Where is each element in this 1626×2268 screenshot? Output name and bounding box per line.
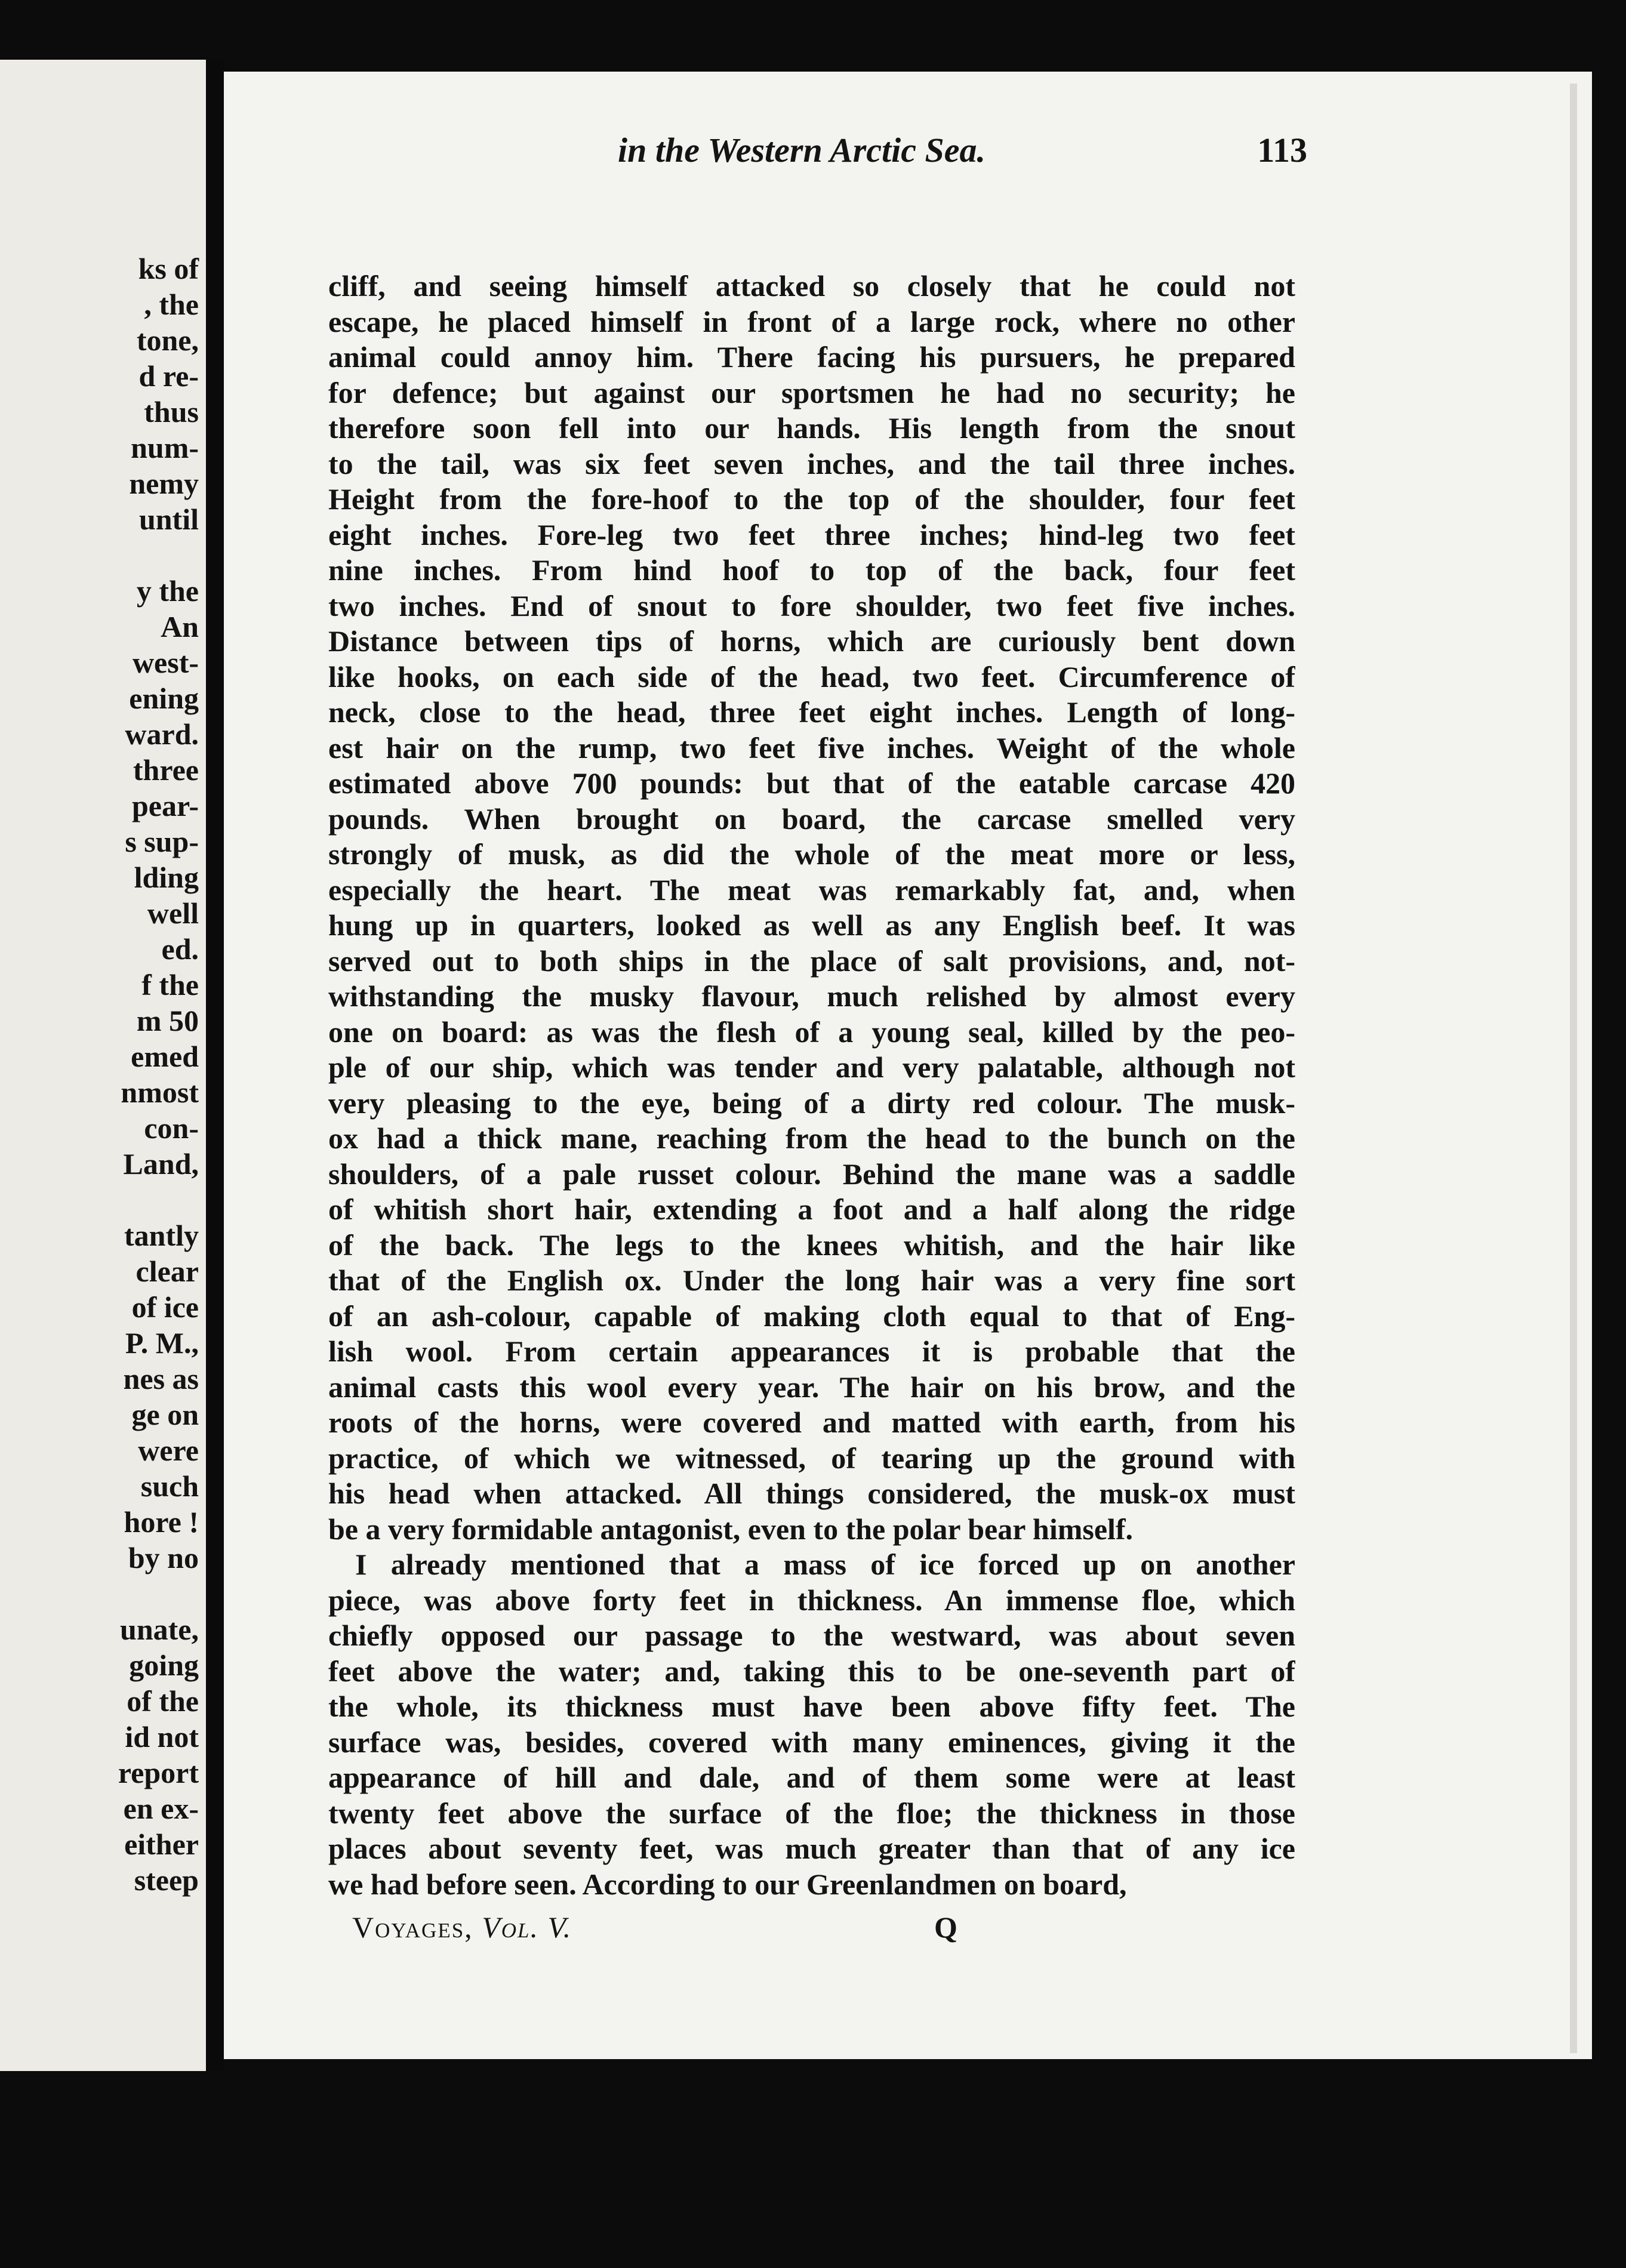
text-line: appearance of hill and dale, and of them some were at least <box>328 1761 1295 1794</box>
left-fragment-line: thus <box>144 395 199 429</box>
left-fragment-line: en ex- <box>123 1792 199 1825</box>
left-fragment-line: m 50 <box>136 1004 199 1037</box>
text-line: two inches. End of snout to fore shoulder, two feet five inches. <box>328 588 1295 623</box>
left-fragment-line: going <box>129 1648 199 1682</box>
left-fragment-line: id not <box>125 1720 199 1754</box>
left-fragment-line: emed <box>131 1040 199 1073</box>
text-line: of an ash-colour, capable of making cloth equal to that of Eng- <box>328 1299 1295 1333</box>
left-fragment-line: unate, <box>120 1613 199 1646</box>
text-line: places about seventy feet, was much greater than that of any ice <box>328 1832 1295 1865</box>
left-fragment-line: nemy <box>129 467 199 500</box>
text-line: of the back. The legs to the knees whitish, and the hair like <box>328 1228 1295 1262</box>
left-fragment-line: f the <box>141 968 199 1002</box>
left-fragment-line: west- <box>132 646 199 679</box>
left-fragment-line: P. M., <box>125 1326 199 1360</box>
left-page <box>0 60 206 2071</box>
text-line: neck, close to the head, three feet eight inches. Length of long- <box>328 695 1295 729</box>
left-fragment-line: ening <box>129 682 199 715</box>
left-fragment-line: con- <box>144 1111 199 1145</box>
left-fragment-line: lding <box>134 861 199 894</box>
left-fragment-line: by no <box>128 1541 199 1574</box>
text-line: estimated above 700 pounds: but that of the eatable carcase 420 <box>328 766 1295 800</box>
left-fragment-line: tantly <box>124 1219 199 1252</box>
text-line: one on board: as was the flesh of a young seal, killed by the peo- <box>328 1015 1295 1049</box>
text-line: served out to both ships in the place of salt provisions, and, not- <box>328 944 1295 978</box>
text-line: Distance between tips of horns, which are curiously bent down <box>328 624 1295 658</box>
text-line: escape, he placed himself in front of a large rock, where no other <box>328 304 1295 338</box>
page-edge <box>1570 84 1577 2053</box>
text-line: est hair on the rump, two feet five inches. Weight of the whole <box>328 731 1295 765</box>
text-line: be a very formidable antagonist, even to the polar bear himself. <box>328 1512 1134 1546</box>
book-gutter <box>206 60 224 2071</box>
text-line: ple of our ship, which was tender and very palatable, although not <box>328 1050 1295 1084</box>
text-line: practice, of which we witnessed, of tearing up the ground with <box>328 1441 1295 1475</box>
left-page-text-fragments <box>118 251 199 1898</box>
left-fragment-line: such <box>140 1469 199 1503</box>
left-fragment-line: until <box>138 503 199 536</box>
text-line: of whitish short hair, extending a foot and a half along the ridge <box>328 1192 1295 1226</box>
volume-word: Voyages, <box>352 1910 473 1944</box>
left-fragment-line: Land, <box>123 1147 199 1181</box>
text-line: nine inches. From hind hoof to top of the back, four feet <box>328 553 1295 587</box>
text-line: ox had a thick mane, reaching from the head to the bunch on the <box>328 1121 1295 1155</box>
text-line: feet above the water; and, taking this to be one-seventh part of <box>328 1654 1295 1688</box>
left-fragment-line: pear- <box>132 789 199 822</box>
text-line: Height from the fore-hoof to the top of the shoulder, four feet <box>328 482 1295 516</box>
text-line: like hooks, on each side of the head, two feet. Circumference of <box>328 660 1295 694</box>
left-fragment-line: d re- <box>138 359 199 393</box>
left-fragment-line: clear <box>136 1255 199 1288</box>
left-fragment-line: report <box>118 1756 199 1789</box>
left-fragment-line: were <box>138 1434 199 1467</box>
text-line: animal could annoy him. There facing his pursuers, he prepared <box>328 340 1295 374</box>
left-fragment-line: y the <box>136 574 199 608</box>
text-line: shoulders, of a pale russet colour. Behind the mane was a saddle <box>328 1157 1295 1191</box>
body-text <box>328 269 1295 1902</box>
left-fragment-line: An <box>161 610 199 643</box>
text-line: strongly of musk, as did the whole of the meat more or less, <box>328 837 1295 871</box>
text-line: we had before seen. According to our Greenlandmen on board, <box>328 1867 1127 1901</box>
left-fragment-line: s sup- <box>125 825 199 858</box>
text-line: lish wool. From certain appearances it is probable that the <box>328 1335 1295 1368</box>
signature-mark: Q <box>934 1910 957 1944</box>
left-fragment-line: ks of <box>138 252 199 285</box>
text-line: roots of the horns, were covered and matted with earth, from his <box>328 1406 1295 1439</box>
volume-label: Vol. V. <box>482 1910 572 1944</box>
text-line: animal casts this wool every year. The hair on his brow, and the <box>328 1370 1295 1404</box>
text-line: to the tail, was six feet seven inches, and the tail three inches. <box>328 446 1295 480</box>
text-line: eight inches. Fore-leg two feet three inches; hind-leg two feet <box>328 517 1295 551</box>
text-line: chiefly opposed our passage to the westward, was about seven <box>328 1619 1295 1652</box>
left-fragment-line: well <box>147 896 199 930</box>
text-line: cliff, and seeing himself attacked so closely that he could not <box>328 269 1295 303</box>
text-line: surface was, besides, covered with many eminences, giving it the <box>328 1725 1295 1759</box>
left-fragment-line: ward. <box>125 717 199 751</box>
running-head-title: in the Western Arctic Sea. <box>618 131 986 170</box>
left-fragment-line: nmost <box>121 1076 199 1109</box>
page-footer <box>352 1910 1009 1958</box>
left-fragment-line <box>118 537 199 573</box>
text-line: very pleasing to the eye, being of a dirty red colour. The musk- <box>328 1086 1295 1120</box>
text-line: hung up in quarters, looked as well as any English beef. It was <box>328 908 1295 942</box>
left-fragment-line: num- <box>131 431 199 464</box>
left-fragment-line <box>118 1576 199 1611</box>
text-line: twenty feet above the surface of the floe; the thickness in those <box>328 1796 1295 1830</box>
text-line: that of the English ox. Under the long hair was a very fine sort <box>328 1264 1295 1297</box>
text-line: the whole, its thickness must have been above fifty feet. The <box>328 1690 1295 1723</box>
left-fragment-line: tone, <box>136 323 199 357</box>
left-fragment-line: hore ! <box>124 1505 199 1539</box>
text-line: his head when attacked. All things considered, the musk-ox must <box>328 1477 1295 1510</box>
left-fragment-line: ed. <box>161 932 199 966</box>
left-fragment-line: steep <box>134 1863 199 1897</box>
text-line: withstanding the musky flavour, much relished by almost every <box>328 979 1295 1013</box>
running-head <box>391 130 1307 184</box>
text-line: for defence; but against our sportsmen he had no security; he <box>328 375 1295 409</box>
left-fragment-line: ge on <box>131 1398 199 1431</box>
left-fragment-line: of ice <box>131 1290 199 1324</box>
left-fragment-line <box>118 1182 199 1218</box>
left-fragment-line: of the <box>127 1684 199 1718</box>
left-fragment-line: , the <box>144 288 199 321</box>
text-line: piece, was above forty feet in thickness. An immense floe, which <box>328 1583 1295 1617</box>
volume-reference <box>352 1910 572 1945</box>
text-line: I already mentioned that a mass of ice forced up on another <box>355 1548 1295 1581</box>
left-fragment-line: three <box>133 753 199 787</box>
text-line: especially the heart. The meat was remarkably fat, and, when <box>328 873 1295 907</box>
text-line: therefore soon fell into our hands. His length from the snout <box>328 411 1295 445</box>
page-number: 113 <box>1257 131 1307 170</box>
text-line: pounds. When brought on board, the carcase smelled very <box>328 802 1295 836</box>
left-fragment-line: nes as <box>123 1362 199 1395</box>
left-fragment-line: either <box>124 1828 199 1861</box>
